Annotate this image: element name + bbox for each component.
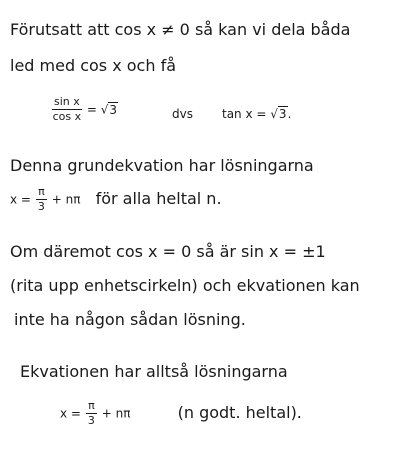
solution-1 [10,186,222,212]
fraction-numerator: sin x [54,95,80,108]
solution-2 [60,400,302,426]
text-line-7: Ekvationen har alltså lösningarna [20,362,288,381]
text-line-4: Om däremot cos x = 0 så är sin x = ±1 [10,242,326,261]
solution-1-lhs: x = [10,192,31,207]
solution-2-text: (n godt. heltal). [177,402,302,422]
solution-1-text: för alla heltal n. [95,188,222,208]
solution-2-lhs: x = [60,406,81,421]
tan-radicand: 3 [278,107,287,121]
tan-suffix: . [287,107,292,121]
solution-2-numerator: π [88,399,95,412]
tan-prefix: tan x = √ [222,107,278,121]
solution-1-fraction [36,186,47,212]
text-line-5: (rita upp enhetscirkeln) och ekvationen kan [10,276,360,295]
fraction-denominator: cos x [52,109,82,123]
text-line-3: Denna grundekvation har lösningarna [10,156,314,175]
equation-rhs-prefix: = √ [86,102,109,117]
solution-1-numerator: π [38,185,45,198]
solution-1-rhs: + nπ [51,192,81,207]
fraction-sin-over-cos [52,96,82,122]
solution-2-rhs: + nπ [101,406,131,421]
equation-cos-over-sin [52,96,118,122]
dvs-label: dvs [172,107,193,121]
solution-2-fraction [86,400,97,426]
solution-2-denominator: 3 [87,413,95,427]
tan-equation [222,108,291,120]
text-line-1: Förutsatt att cos x ≠ 0 så kan vi dela båda [10,20,351,39]
text-line-2: led med cos x och få [10,56,177,75]
text-line-6: inte ha någon sådan lösning. [14,310,246,329]
equation-rhs-radicand: 3 [109,102,118,117]
solution-1-denominator: 3 [37,199,45,213]
